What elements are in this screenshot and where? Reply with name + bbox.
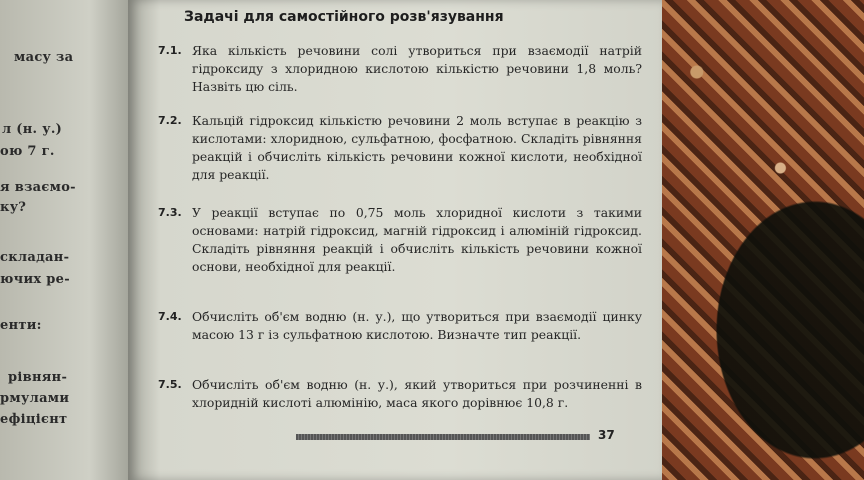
- left-page-line: ку?: [0, 200, 27, 215]
- task-number: 7.5.: [158, 378, 182, 391]
- left-page-line: ою 7 г.: [0, 144, 55, 159]
- task-text: Обчисліть об'єм водню (н. у.), який утвориться при розчиненні в хлоридній кислоті алюмінію, маса якого дорівнює 10,8 г.: [192, 377, 642, 410]
- task-text: У реакції вступає по 0,75 моль хлоридної кислоти з такими основами: натрій гідроксид, магній гідроксид і алюміній гідроксид. Складіть рівняння реакцій і обчисліть кількість речовини кожної основи, необхідної для реакції.: [192, 205, 642, 274]
- task-text: Обчисліть об'єм водню (н. у.), що утвориться при взаємодії цинку масою 13 г із сульфатною кислотою. Визначте тип реакції.: [192, 309, 642, 342]
- footer-rule: [296, 434, 590, 440]
- book-page: [128, 0, 662, 480]
- task-number: 7.4.: [158, 310, 182, 323]
- carpet-shadow: [700, 180, 864, 480]
- left-page-line: ефіцієнт: [0, 412, 68, 427]
- task-number: 7.2.: [158, 114, 182, 127]
- left-page-line: масу за: [14, 50, 74, 65]
- left-page-line: складан-: [0, 250, 70, 265]
- left-page-line: рмулами: [0, 391, 70, 406]
- task-number: 7.3.: [158, 206, 182, 219]
- left-page-line: л (н. у.): [2, 122, 63, 137]
- previous-page-edge: [0, 0, 128, 480]
- task-number: 7.1.: [158, 44, 182, 57]
- left-page-line: енти:: [0, 318, 42, 333]
- page-number: 37: [598, 428, 615, 442]
- left-page-line: рівнян-: [8, 370, 68, 385]
- task-text: Кальцій гідроксид кількістю речовини 2 моль вступає в реакцію з кислотами: хлоридною, сульфатною, фосфатною. Складіть рівняння реакцій і обчисліть кількість речовини кожної кислоти, необхідної для реакції.: [192, 113, 642, 182]
- task-text: Яка кількість речовини солі утвориться при взаємодії натрій гідроксиду з хлоридною кислотою кількістю речовини 1,8 моль? Назвіть цю сіль.: [192, 43, 642, 94]
- left-page-line: я взаємо-: [0, 180, 76, 195]
- section-title: Задачі для самостійного розв'язування: [184, 9, 504, 25]
- left-page-line: ючих ре-: [0, 272, 70, 287]
